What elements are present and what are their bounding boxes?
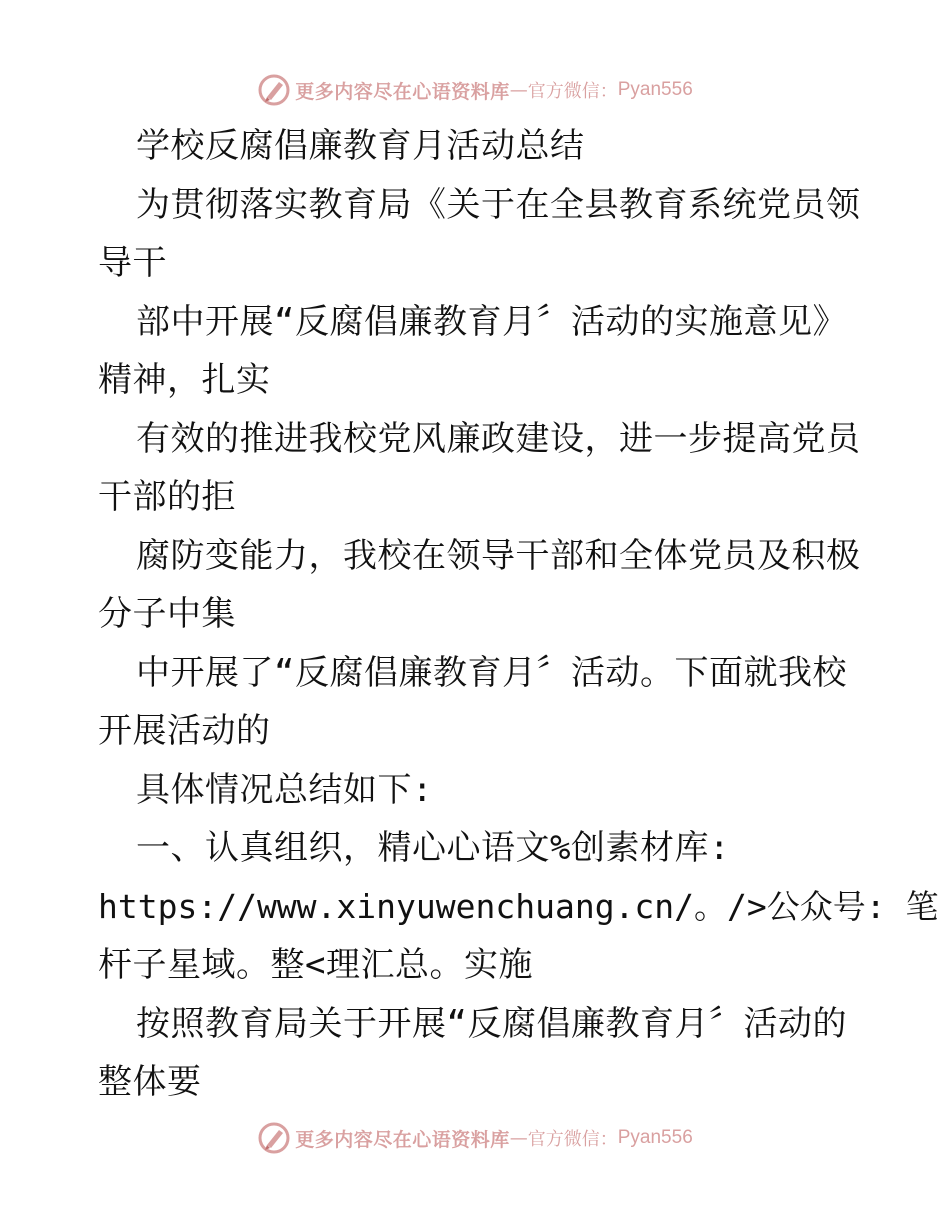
paragraph-line: 具体情况总结如下: (136, 770, 433, 810)
watermark-handle: Pyan556 (617, 1127, 693, 1148)
watermark-banner-bottom (0, 1118, 950, 1158)
pen-logo-icon (257, 73, 291, 107)
paragraph-line: 开展活动的 (98, 711, 271, 751)
pen-logo-icon (257, 1121, 291, 1155)
paragraph-line: 分子中集 (98, 594, 236, 634)
paragraph-line-url: https://www.xinyuwenchuang.cn/。/>公众号: 笔 (98, 887, 939, 926)
watermark-label: 官方微信： (527, 1129, 618, 1150)
watermark-text: 更多内容尽在心语资料库 (295, 1128, 510, 1151)
paragraph-line: 精神，扎实 (98, 360, 271, 400)
section-heading: 一、认真组织，精心心语文%创素材库: (136, 828, 730, 868)
paragraph-line: 中开展了“反腐倡廉教育月〞活动。下面就我校 (136, 653, 847, 693)
watermark-handle: Pyan556 (617, 79, 693, 100)
paragraph-line: 干部的拒 (98, 477, 236, 517)
watermark-label: 官方微信： (527, 81, 618, 102)
paragraph-line: 导干 (98, 243, 167, 283)
paragraph-line: 整体要 (98, 1062, 202, 1102)
paragraph-line: 杆子星域。整<理汇总。实施 (98, 945, 533, 985)
paragraph-line: 有效的推进我校党风廉政建设，进一步提高党员 (136, 419, 861, 459)
watermark-separator: — (509, 1127, 528, 1149)
paragraph-line: 为贯彻落实教育局《关于在全县教育系统党员领 (136, 185, 861, 225)
doc-title: 学校反腐倡廉教育月活动总结 (136, 126, 585, 166)
watermark-banner-top (0, 70, 950, 110)
watermark-text: 更多内容尽在心语资料库 (295, 80, 510, 103)
paragraph-line: 腐防变能力，我校在领导干部和全体党员及积极 (136, 536, 861, 576)
paragraph-line: 部中开展“反腐倡廉教育月〞活动的实施意见》 (136, 302, 847, 342)
paragraph-line: 按照教育局关于开展“反腐倡廉教育月〞活动的 (136, 1004, 847, 1044)
watermark-separator: — (509, 79, 528, 101)
